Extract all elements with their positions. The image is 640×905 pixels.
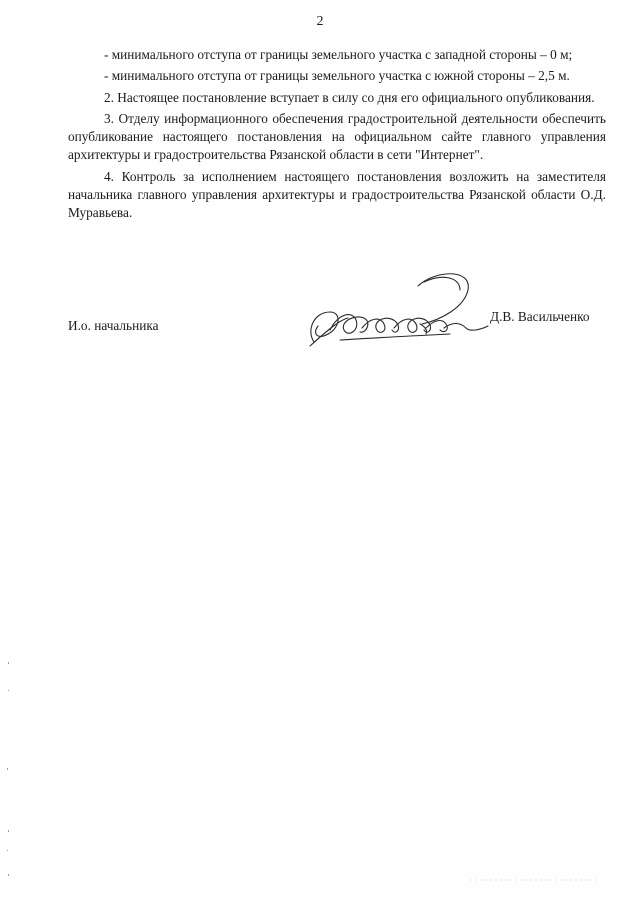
page-number: 2 [316, 14, 324, 29]
paragraph-west-setback: - минимального отступа от границы земельного участка с западной стороны – 0 м; [104, 47, 573, 62]
paragraph-effective-date: 2. Настоящее постановление вступает в силу со дня его официального опубликования. [104, 89, 595, 105]
signatory-name: Д.В. Васильченко [490, 309, 590, 324]
paragraph-south-setback: - минимального отступа от границы земельного участка с южной стороны – 2,5 м. [104, 68, 570, 84]
signatory-title: И.о. начальника [68, 318, 159, 333]
document-body [68, 46, 606, 226]
signature-block [0, 300, 640, 370]
paragraph-publication: 3. Отделу информационного обеспечения градостроительной деятельности обеспечить опубликование настоящего постановления на официальном сайте главного управления архитектуры и градостроительства Рязанской области в сети "Интернет". [68, 110, 606, 163]
paragraph-control: 4. Контроль за исполнением настоящего постановления возложить на заместителя начальника главного управления архитектуры и градостроительства Рязанской области О.Д. Муравьева. [68, 168, 606, 221]
handwritten-signature [300, 268, 500, 358]
